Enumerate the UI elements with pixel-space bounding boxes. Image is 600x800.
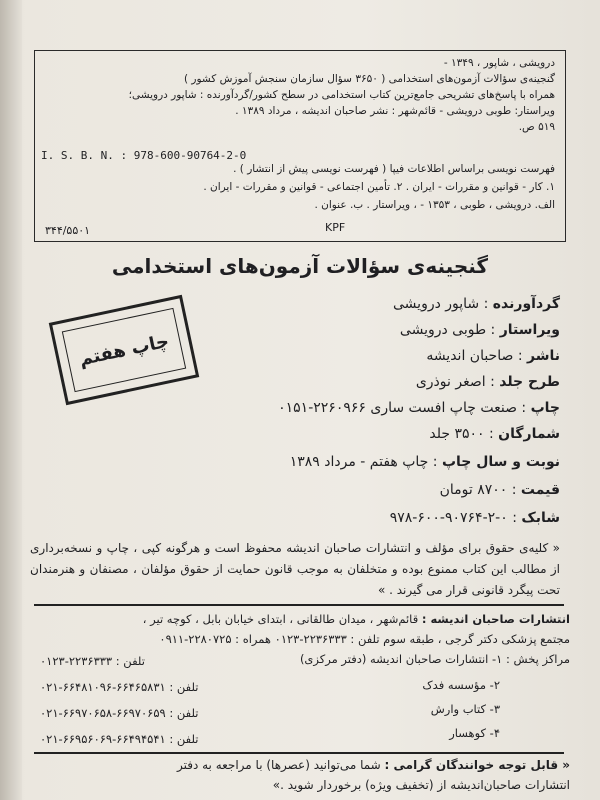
binding-shadow [0, 0, 22, 800]
catalog-fipa: فهرست نویسی براساس اطلاعات فیپا ( فهرست نویسی پیش از انتشار ) . [233, 163, 555, 175]
publisher-address-2: مجتمع پزشکی دکتر گرجی ، طبقه سوم تلفن : ۲۲۳۶۳۳۳-۰۱۲۳ همراه : ۲۲۸۰۷۲۵-۰۹۱۱ [159, 632, 570, 646]
catalog-author: درویشی ، شاپور ، ۱۳۴۹ - [443, 57, 555, 69]
info-cover-design [416, 374, 560, 390]
info-key: شمارگان [498, 426, 560, 442]
book-title: گنجینه‌ی سؤالات آزمون‌های استخدامی [111, 254, 489, 278]
info-value: : صاحبان اندیشه [426, 348, 527, 364]
info-compiler [393, 296, 560, 312]
section-divider [34, 604, 564, 606]
catalog-pages: ۵۱۹ ص. [518, 121, 555, 133]
info-value: : ۳۵۰۰ جلد [429, 426, 499, 442]
distributor-2-phone: تلفن : ۶۶۴۶۵۸۳۱-۶۶۴۸۱۰۹۶-۰۲۱ [40, 680, 199, 694]
distributor-4-phone: تلفن : ۶۶۴۹۴۵۴۱-۶۶۹۵۶۰۶۹-۰۲۱ [40, 732, 199, 746]
catalog-isbn: I. S. B. N. : 978-600-90764-2-0 [41, 149, 247, 162]
info-editor [400, 322, 560, 338]
info-key: گردآورنده [492, 296, 560, 312]
distributor-3-phone: تلفن : ۶۶۹۷۰۶۵۹-۶۶۹۷۰۶۵۸-۰۲۱ [40, 706, 199, 720]
reader-notice-lead: « قابل توجه خوانندگان گرامی : [384, 758, 570, 772]
info-edition [290, 454, 560, 470]
distributor-2: ۲- مؤسسه فدک [422, 678, 500, 692]
info-key: نوبت و سال چاپ [441, 454, 560, 470]
publisher-line [143, 612, 570, 626]
info-value: : صنعت چاپ افست ساری ۲۲۶۰۹۶۶-۰۱۵۱ [278, 400, 531, 416]
reader-notice-text: شما می‌توانید (عصرها) با مراجعه به دفتر [176, 758, 385, 772]
edition-stamp [49, 295, 199, 405]
catalog-box [34, 50, 566, 242]
info-value: : ۰-۲-۹۰۷۶۴-۶۰۰-۹۷۸ [389, 510, 522, 526]
info-value: : ۸۷۰۰ تومان [439, 482, 521, 498]
section-divider-2 [34, 752, 564, 754]
info-key: چاپ [530, 400, 560, 416]
info-value: : چاپ هفتم - مرداد ۱۳۸۹ [289, 454, 442, 470]
reader-notice [177, 758, 570, 772]
info-key: ناشر [527, 348, 560, 364]
publisher-address: قائم‌شهر ، میدان طالقانی ، ابتدای خیابان بابل ، کوچه تیر ، [142, 612, 422, 626]
catalog-entries: الف. درویشی ، طوبی ، ۱۳۵۳ - ، ویراستار . ب. عنوان . [314, 199, 555, 211]
catalog-kpf: KPF [325, 221, 346, 234]
info-price [440, 482, 560, 498]
distributor-1-phone: تلفن : ۲۲۳۶۳۳۳-۰۱۲۳ [40, 654, 145, 668]
catalog-subtitle: همراه با پاسخ‌های تشریحی جامع‌ترین کتاب استخدامی در سطح کشور/گردآورنده : شاپور درویشی؛ [128, 89, 555, 101]
copyright-notice: « کلیه‌ی حقوق برای مؤلف و انتشارات صاحبان اندیشه محفوظ است و هرگونه کپی ، چاپ و نسخه‌برداری از مطالب این کتاب ممنوع بوده و متخلفان به موجب قانون حمایت از حقوق مؤلفان ، مصنفان و هنرمندان تحت پیگرد قانونی قرار می گیرند . » [30, 541, 560, 597]
catalog-number: ۳۴۴/۵۵۰۱ [45, 224, 91, 237]
info-key: طرح جلد [499, 374, 560, 390]
distributor-3: ۳- کتاب وارش [430, 702, 500, 716]
distribution-label: مراکز پخش : ۱- انتشارات صاحبان اندیشه (دفتر مرکزی) [299, 652, 570, 666]
info-value: : شاپور درویشی [393, 296, 493, 312]
catalog-editor: ویراستار: طوبی درویشی - قائم‌شهر : نشر صاحبان اندیشه ، مرداد ۱۳۸۹ . [235, 105, 555, 117]
info-value: : اصغر نوذری [415, 374, 500, 390]
distributor-4: ۴- کوهسار [449, 726, 500, 740]
info-key: ویراستار [499, 322, 560, 338]
info-value: : طوبی درویشی [399, 322, 500, 338]
info-key: شابک [521, 510, 560, 526]
catalog-subjects: ۱. کار - قوانین و مقررات - ایران . ۲. تأمین اجتماعی - قوانین و مقررات - ایران . [203, 181, 555, 193]
info-key: قیمت [520, 482, 560, 498]
publisher-name: انتشارات صاحبان اندیشه : [421, 612, 570, 626]
catalog-title: گنجینه‌ی سؤالات آزمون‌های استخدامی ( ۳۶۵۰ سؤال سازمان سنجش آموزش کشور ) [183, 73, 555, 85]
info-isbn [390, 510, 560, 526]
reader-notice-2: انتشارات صاحبان‌اندیشه از (تخفیف ویژه) برخوردار شوید .» [272, 778, 570, 792]
edition-stamp-text: چاپ هفتم [62, 308, 186, 392]
info-publisher [426, 348, 560, 364]
info-circulation [429, 426, 560, 442]
info-printer [278, 400, 560, 416]
